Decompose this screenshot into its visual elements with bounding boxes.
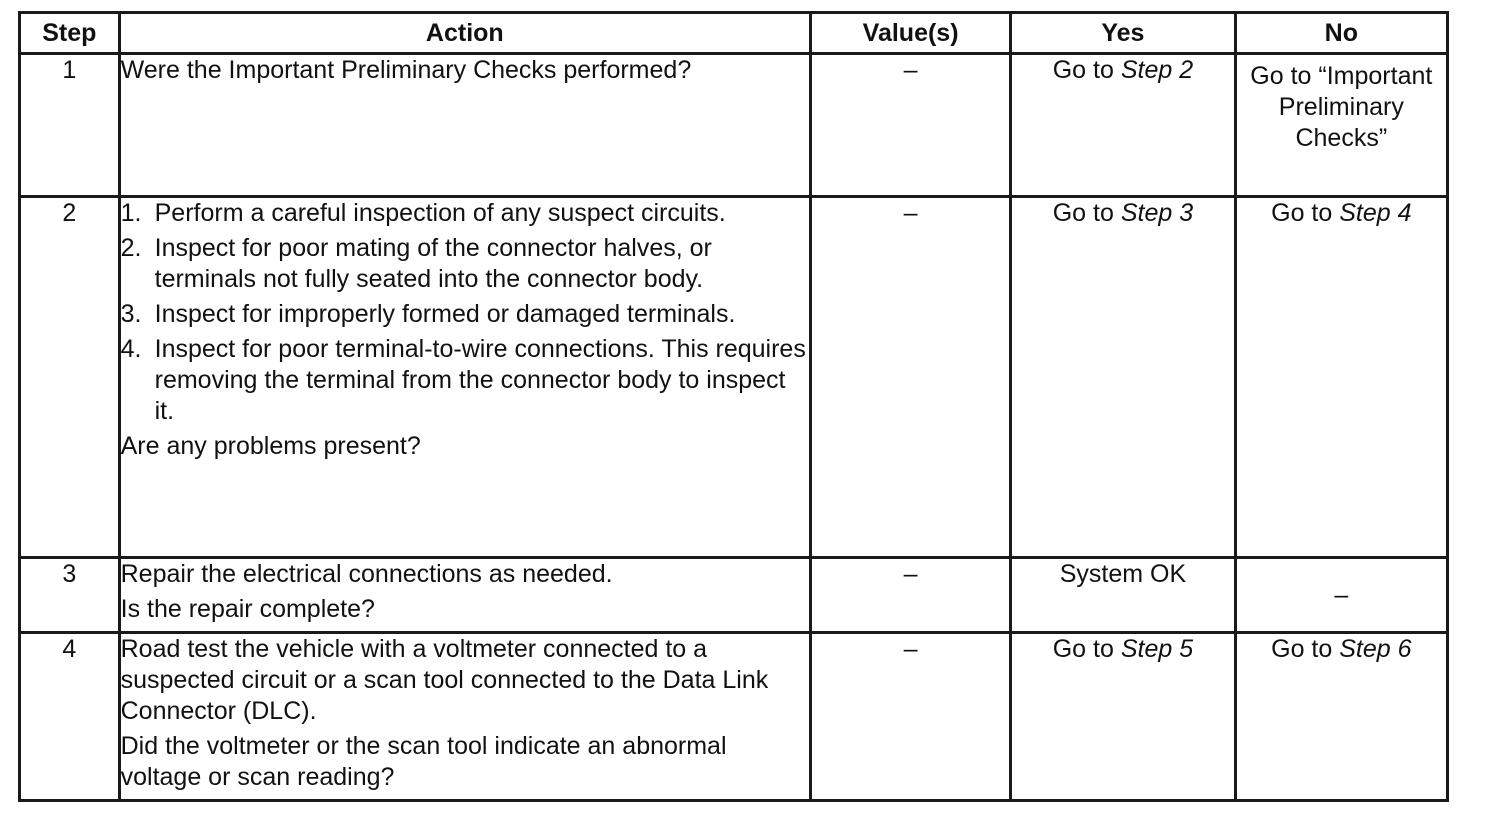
action-cell: [119, 633, 810, 801]
no-step-ref: Step 4: [1339, 199, 1412, 227]
yes-cell: [1011, 633, 1235, 801]
no-text: –: [1334, 580, 1349, 609]
no-cell: [1235, 197, 1447, 558]
value-cell: –: [810, 54, 1010, 197]
header-action: Action: [119, 13, 810, 54]
yes-prefix: Go to: [1052, 199, 1121, 227]
no-cell: [1235, 633, 1447, 801]
no-cell: [1235, 558, 1447, 633]
header-no: No: [1235, 13, 1447, 54]
table-row: [20, 633, 1448, 801]
action-cell: [119, 197, 810, 558]
header-step: Step: [20, 13, 120, 54]
no-text: Go to “Important Preliminary Checks”: [1250, 62, 1433, 152]
list-item: [121, 198, 809, 229]
table-row: [20, 558, 1448, 633]
item-text: Inspect for poor mating of the connector halves, or terminals not fully seated into the connector body.: [154, 234, 712, 293]
yes-cell: [1011, 558, 1235, 633]
step-number: 1: [20, 54, 120, 197]
item-number: 1.: [120, 199, 142, 227]
step-number: 4: [20, 633, 120, 801]
action-text: Repair the electrical connections as needed.: [120, 560, 613, 588]
table-row: [20, 54, 1448, 197]
item-number: 3.: [120, 300, 142, 328]
no-prefix: Go to: [1271, 635, 1340, 663]
action-text: Road test the vehicle with a voltmeter connected to a suspected circuit or a scan tool connected to the Data Link Connector (DLC).: [120, 635, 769, 725]
item-text: Inspect for improperly formed or damaged terminals.: [154, 300, 736, 328]
diagnostic-table: [18, 11, 1449, 802]
step-number: 2: [20, 197, 120, 558]
no-step-ref: Step 6: [1339, 635, 1412, 663]
action-cell: [119, 54, 810, 197]
action-text: Were the Important Preliminary Checks performed?: [120, 56, 692, 84]
table-row: [20, 197, 1448, 558]
yes-step-ref: Step 3: [1120, 199, 1194, 227]
inspection-list: [121, 198, 809, 427]
question-text: Is the repair complete?: [120, 595, 375, 623]
item-text: Inspect for poor terminal-to-wire connections. This requires removing the terminal from the connector body to inspect it.: [154, 335, 806, 425]
item-number: 2.: [120, 234, 142, 262]
yes-cell: [1011, 197, 1235, 558]
question-text: Did the voltmeter or the scan tool indicate an abnormal voltage or scan reading?: [120, 732, 727, 791]
value-cell: –: [810, 197, 1010, 558]
list-item: [121, 299, 809, 330]
yes-step-ref: Step 2: [1120, 56, 1194, 84]
yes-prefix: Go to: [1052, 635, 1121, 663]
item-number: 4.: [120, 335, 142, 363]
step-number: 3: [20, 558, 120, 633]
yes-cell: [1011, 54, 1235, 197]
item-text: Perform a careful inspection of any suspect circuits.: [154, 199, 726, 227]
list-item: [121, 334, 809, 427]
yes-prefix: Go to: [1052, 56, 1121, 84]
value-cell: –: [810, 633, 1010, 801]
yes-text: System OK: [1059, 560, 1187, 588]
value-cell: –: [810, 558, 1010, 633]
no-prefix: Go to: [1271, 199, 1340, 227]
list-item: [121, 233, 809, 295]
yes-step-ref: Step 5: [1120, 635, 1194, 663]
action-cell: [119, 558, 810, 633]
question-text: Are any problems present?: [120, 432, 421, 460]
header-yes: Yes: [1011, 13, 1235, 54]
no-cell: [1235, 54, 1447, 197]
header-values: Value(s): [810, 13, 1010, 54]
header-row: [20, 13, 1448, 54]
